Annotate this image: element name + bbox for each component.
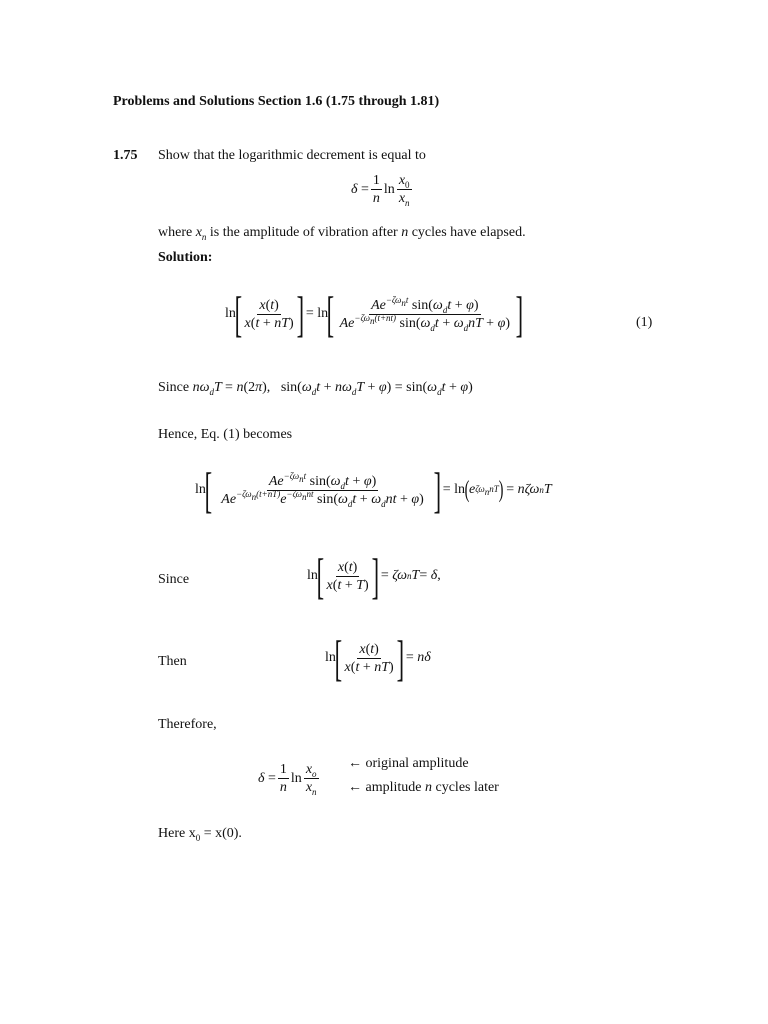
where-line: where $x_n$ is the amplitude of vibration after n cycles have elapsed.	[158, 225, 526, 242]
note-original-amplitude: ← original amplitude	[348, 756, 469, 771]
problem-statement: Show that the logarithmic decrement is equal to	[158, 148, 426, 163]
equation-final: δ = $\frac{1}{n}$ ln $\frac{x_o}{x_n}$	[258, 762, 317, 797]
since-label: Since	[158, 572, 190, 587]
here-line: Here $x_0 = x(0)$.	[158, 826, 242, 843]
problem-number: 1.75	[113, 148, 138, 163]
then-label: Then	[158, 654, 187, 669]
equation-n-cycles: ln [ $\frac{x(t)}{x(t + nT)}$ ] = nδ	[325, 630, 431, 686]
hence-text: Hence, Eq. (1) becomes	[158, 427, 293, 442]
therefore-text: Therefore,	[158, 717, 217, 732]
equation-single-cycle: ln [ $\frac{x(t)}{x(t + T)}$ ] = ζω n T = δ ,	[307, 548, 441, 604]
equation-number-1: (1)	[636, 315, 653, 330]
page-title: Problems and Solutions Section 1.6 (1.75 through 1.81)	[113, 94, 440, 109]
solution-label: Solution:	[158, 250, 213, 265]
periodicity-line: Since $n\omega_dT = n(2\pi)$, $\sin(\omega_dt + n\omega_dT + \varphi) = \sin(\omega_dt + \varphi)$	[158, 380, 473, 397]
equation-1: ln [ $\frac{x(t)}{x(t + nT)}$ ] = ln [ $\frac{Ae^{-\zeta\omega_nt} \sin(\omega_dt + \varphi)}{Ae^{-\zeta\omega_n(t+nt)} \sin(\omega_dt + \omega_dnT + \varphi)}$ ]	[225, 286, 523, 342]
equation-substituted: ln [ $\frac{Ae^{-\zeta\omega_nt} \sin(\omega_dt + \varphi)}{Ae^{-\zeta\omega_n(t+nT)}e^{-\zeta\omega_nnt} \sin(\omega_dt + \omega_dnt + \varphi)}$ ] = ln ( e $\zeta\omega_nnT$ ) = nζω n T	[195, 462, 552, 518]
note-later-amplitude: ← amplitude n cycles later	[348, 780, 499, 795]
equation-log-decrement: δ = $\frac{1}{n}$ ln $\frac{x_0}{x_n}$	[351, 173, 410, 208]
